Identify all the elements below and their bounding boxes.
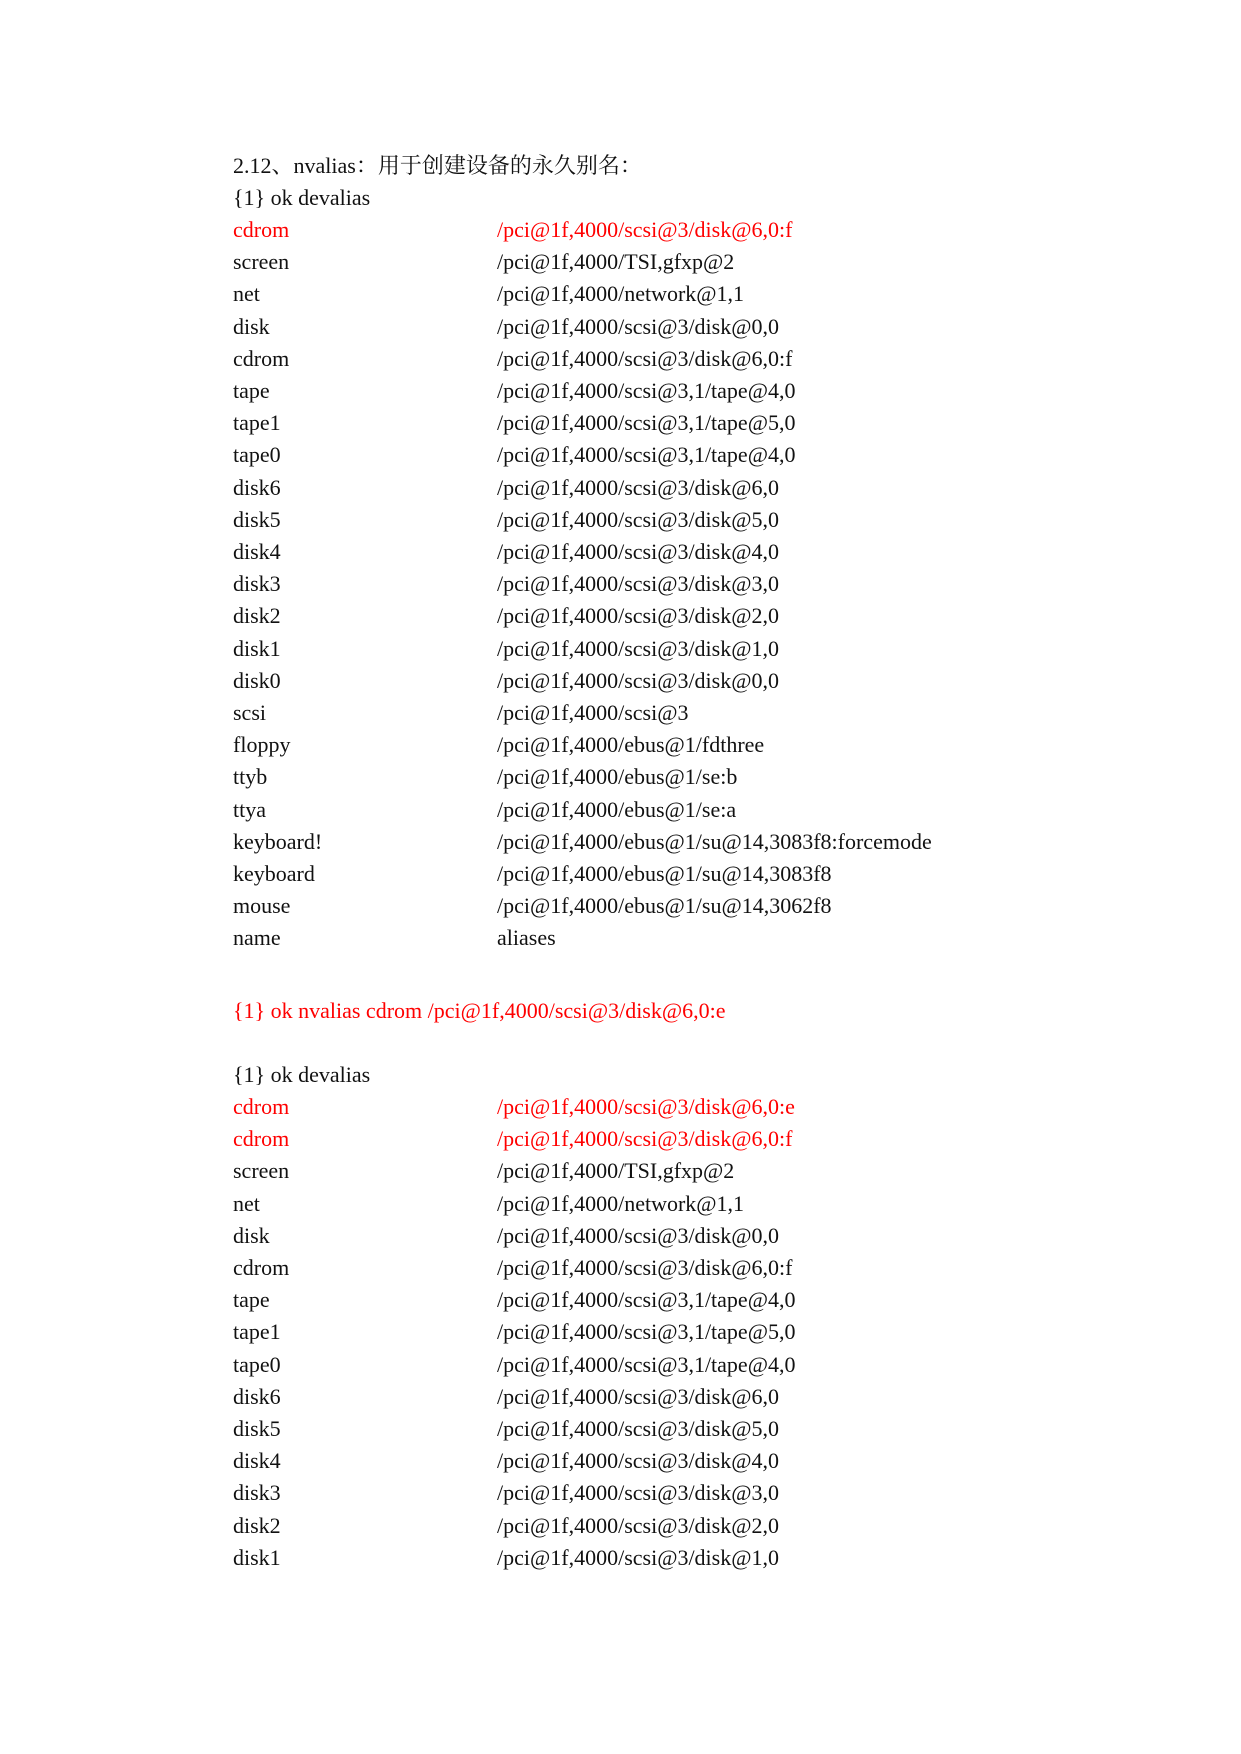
device-path: /pci@1f,4000/scsi@3/disk@6,0 [497,474,779,500]
device-path: /pci@1f,4000/scsi@3/disk@6,0 [497,1383,779,1409]
alias-name: disk4 [233,539,281,564]
device-path: /pci@1f,4000/ebus@1/su@14,3083f8:forcemode [497,828,932,854]
device-path: /pci@1f,4000/scsi@3/disk@6,0:f [497,1255,793,1280]
device-path: /pci@1f,4000/ebus@1/se:b [497,764,738,790]
device-path: /pci@1f,4000/scsi@3,1/tape@4,0 [497,378,796,403]
alias-name: screen [233,1158,290,1184]
alias-name: disk4 [233,1448,281,1474]
alias-name: tape1 [233,410,281,436]
alias-name: disk2 [233,1512,281,1538]
alias-name: tape0 [233,1351,281,1377]
alias-name: cdrom [233,1126,290,1152]
alias-name: disk0 [233,667,281,693]
device-path: /pci@1f,4000/TSI,gfxp@2 [497,249,735,275]
device-path: /pci@1f,4000/ebus@1/se:a [497,796,737,822]
alias-name: screen [233,249,290,275]
alias-name: disk6 [233,1383,281,1409]
alias-name: keyboard [233,861,315,886]
alias-name: net [233,1190,260,1216]
device-path: /pci@1f,4000/scsi@3/disk@3,0 [497,571,779,597]
device-path: /pci@1f,4000/scsi@3/disk@4,0 [497,539,779,564]
device-path: /pci@1f,4000/ebus@1/su@14,3062f8 [497,893,832,919]
device-path: /pci@1f,4000/scsi@3/disk@0,0 [497,1222,779,1248]
alias-name: net [233,281,260,307]
alias-name: disk [233,313,270,339]
alias-name: disk1 [233,1544,281,1570]
alias-name: tape [233,1287,270,1313]
alias-name: ttya [233,796,266,822]
section-heading: 2.12、nvalias：用于创建设备的永久别名： [233,153,642,178]
alias-name: cdrom [233,1094,290,1119]
device-path: /pci@1f,4000/scsi@3/disk@0,0 [497,667,779,693]
devalias-command-2: {1} ok devalias [233,1062,371,1087]
alias-name: cdrom [233,345,290,371]
alias-name: disk3 [233,1480,281,1506]
device-path: /pci@1f,4000/network@1,1 [497,281,745,307]
alias-name: disk5 [233,1416,281,1441]
alias-name: keyboard! [233,828,323,854]
alias-name: disk2 [233,603,281,629]
alias-name: disk3 [233,571,281,597]
device-path: /pci@1f,4000/scsi@3/disk@2,0 [497,1512,779,1538]
device-path: /pci@1f,4000/scsi@3/disk@5,0 [497,506,779,532]
device-path: /pci@1f,4000/scsi@3/disk@6,0:f [497,217,793,242]
alias-name: disk [233,1222,270,1248]
device-path: /pci@1f,4000/scsi@3 [497,700,689,725]
alias-name: tape1 [233,1319,281,1345]
device-path: /pci@1f,4000/scsi@3/disk@1,0 [497,1544,779,1570]
alias-name: cdrom [233,1255,290,1280]
nvalias-command: {1} ok nvalias cdrom /pci@1f,4000/scsi@3/disk@6,0:e [233,998,726,1023]
device-path: /pci@1f,4000/scsi@3,1/tape@4,0 [497,1351,796,1377]
alias-name: disk6 [233,474,281,500]
alias-name: scsi [233,700,266,725]
alias-name: ttyb [233,764,268,790]
alias-name: tape [233,378,270,403]
device-path: /pci@1f,4000/scsi@3/disk@4,0 [497,1448,779,1474]
device-path: /pci@1f,4000/network@1,1 [497,1190,745,1216]
alias-name: cdrom [233,217,290,242]
alias-name: disk5 [233,506,281,532]
device-path: /pci@1f,4000/scsi@3/disk@2,0 [497,603,779,629]
device-path: /pci@1f,4000/scsi@3,1/tape@5,0 [497,1319,796,1345]
device-path: /pci@1f,4000/scsi@3/disk@3,0 [497,1480,779,1506]
device-path: /pci@1f,4000/scsi@3/disk@6,0:e [497,1094,795,1119]
device-path: /pci@1f,4000/ebus@1/fdthree [497,732,765,758]
devalias-command-1: {1} ok devalias [233,185,371,210]
alias-name: tape0 [233,442,281,468]
alias-name: name [233,925,281,951]
device-path: /pci@1f,4000/scsi@3/disk@5,0 [497,1416,779,1441]
device-path: /pci@1f,4000/scsi@3,1/tape@4,0 [497,1287,796,1313]
device-path: aliases [497,925,556,951]
alias-name: mouse [233,893,291,919]
device-path: /pci@1f,4000/scsi@3/disk@6,0:f [497,345,793,371]
device-path: /pci@1f,4000/scsi@3/disk@0,0 [497,313,779,339]
device-path: /pci@1f,4000/scsi@3/disk@6,0:f [497,1126,793,1152]
device-path: /pci@1f,4000/scsi@3/disk@1,0 [497,635,779,661]
alias-name: disk1 [233,635,281,661]
device-path: /pci@1f,4000/ebus@1/su@14,3083f8 [497,861,832,886]
device-path: /pci@1f,4000/scsi@3,1/tape@4,0 [497,442,796,468]
device-path: /pci@1f,4000/TSI,gfxp@2 [497,1158,735,1184]
device-path: /pci@1f,4000/scsi@3,1/tape@5,0 [497,410,796,436]
alias-name: floppy [233,732,291,758]
